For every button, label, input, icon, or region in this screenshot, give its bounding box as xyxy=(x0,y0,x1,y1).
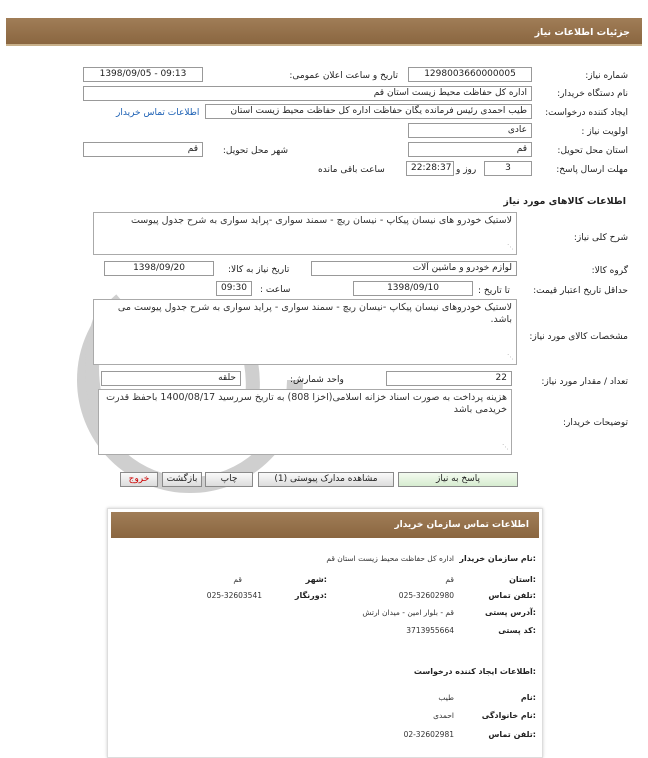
contact-postal-label: کد پستی: xyxy=(498,626,536,635)
contact-phone-value: 025-32602980 xyxy=(398,591,454,600)
contact-panel xyxy=(107,508,543,758)
contact-address-value: قم - بلوار امین - میدان ارتش xyxy=(362,608,454,617)
contact-panel-header xyxy=(111,512,539,538)
priority-label: اولویت نیاز : xyxy=(581,127,628,137)
contact-org-value: اداره کل حفاظت محیط زیست استان قم xyxy=(326,554,454,563)
delivery-city-label: شهر محل تحویل: xyxy=(222,146,288,156)
need-number-field: 1298003660000005 xyxy=(408,67,532,82)
need-number-label: شماره نیاز: xyxy=(585,71,628,81)
page-title: جزئیات اطلاعات نیاز xyxy=(534,27,630,38)
requester-label: ایجاد کننده درخواست: xyxy=(545,108,628,118)
goods-spec-label: مشخصات کالای مورد نیاز: xyxy=(529,332,628,342)
view-documents-button[interactable]: مشاهده مدارک پیوستی (1) xyxy=(258,472,394,487)
creator-name-value: طیب xyxy=(438,693,454,702)
creator-phone-value: 02-32602981 xyxy=(403,730,454,739)
buyer-notes-label: توضیحات خریدار: xyxy=(562,418,628,428)
buyer-contact-link[interactable]: اطلاعات تماس خریدار xyxy=(116,108,200,118)
exit-button[interactable]: خروج xyxy=(120,472,158,487)
deadline-days-field: 3 xyxy=(484,161,532,176)
quantity-label: تعداد / مقدار مورد نیاز: xyxy=(541,377,628,387)
deadline-days-word: روز و xyxy=(456,165,477,175)
price-validity-label: حداقل تاریخ اعتبار قیمت: xyxy=(533,286,628,296)
price-validity-to-date-label: تا تاریخ : xyxy=(478,286,510,296)
delivery-province-field: قم xyxy=(408,142,532,157)
contact-city-value: قم xyxy=(233,575,242,584)
unit-field: حلقه xyxy=(101,371,241,386)
goods-spec-textarea[interactable] xyxy=(93,299,517,365)
creator-phone-label: تلفن تماس: xyxy=(488,730,536,739)
buyer-notes-text: هزینه پرداخت به صورت اسناد خزانه اسلامی(اخزا 808) به تاریخ سررسید 1400/08/17 باحفظ قدرت خریدمی باشد xyxy=(106,392,507,415)
contact-fax-value: 025-32603541 xyxy=(206,591,262,600)
creator-family-label: نام خانوادگی: xyxy=(481,711,536,720)
unit-label: واحد شمارش: xyxy=(290,375,344,385)
need-date-label: تاریخ نیاز به کالا: xyxy=(228,265,290,275)
creator-section-title: اطلاعات ایجاد کننده درخواست: xyxy=(413,667,536,676)
deadline-time-field: 22:28:37 xyxy=(406,161,454,176)
resize-grip-icon[interactable]: ⋰ xyxy=(507,353,514,361)
need-summary-textarea[interactable] xyxy=(93,212,517,255)
priority-field: عادی xyxy=(408,123,532,138)
price-validity-date-field: 1398/09/10 xyxy=(353,281,473,296)
print-button[interactable]: چاپ xyxy=(205,472,253,487)
contact-city-label: شهر: xyxy=(305,575,327,584)
resize-grip-icon[interactable]: ⋰ xyxy=(502,443,509,451)
contact-province-value: قم xyxy=(445,575,454,584)
resize-grip-icon[interactable]: ⋰ xyxy=(507,243,514,251)
contact-phone-label: تلفن تماس: xyxy=(488,591,536,600)
goods-spec-text: لاستیک خودروهای نیسان پیکاپ -نیسان ریچ - سمند سواری - پراید سواری به شرح جدول پیوست می باشد. xyxy=(117,302,512,325)
deadline-remaining-label: ساعت باقی مانده xyxy=(318,165,385,175)
quantity-field: 22 xyxy=(386,371,512,386)
contact-province-label: استان: xyxy=(509,575,536,584)
creator-family-value: احمدی xyxy=(433,711,454,720)
price-validity-time-field: 09:30 xyxy=(216,281,252,296)
contact-org-label: نام سازمان خریدار: xyxy=(459,554,536,563)
buyer-org-field: اداره کل حفاظت محیط زیست استان قم xyxy=(83,86,532,101)
announce-datetime-label: تاریخ و ساعت اعلان عمومی: xyxy=(289,71,398,81)
announce-datetime-field: 1398/09/05 - 09:13 xyxy=(83,67,203,82)
goods-group-field: لوازم خودرو و ماشین آلات xyxy=(311,261,517,276)
price-validity-time-label: ساعت : xyxy=(260,285,291,295)
contact-fax-label: دورنگار: xyxy=(294,591,327,600)
need-date-field: 1398/09/20 xyxy=(104,261,214,276)
buyer-org-label: نام دستگاه خریدار: xyxy=(557,89,628,99)
goods-section-title: اطلاعات کالاهای مورد نیاز xyxy=(503,196,626,207)
creator-name-label: نام: xyxy=(520,693,536,702)
buyer-notes-textarea[interactable] xyxy=(98,389,512,455)
delivery-province-label: استان محل تحویل: xyxy=(557,146,628,156)
contact-panel-title: اطلاعات تماس سازمان خریدار xyxy=(394,520,529,530)
header-bar xyxy=(6,18,642,46)
requester-field: طیب احمدی رئیس فرمانده یگان حفاظت اداره کل حفاظت محیط زیست استان xyxy=(205,104,532,119)
back-button[interactable]: بازگشت xyxy=(162,472,202,487)
need-summary-text: لاستیک خودرو های نیسان پیکاپ - نیسان ریچ - سمند سواری -پراید سواری به شرح جدول پیوست xyxy=(130,215,512,226)
delivery-city-field: قم xyxy=(83,142,203,157)
contact-postal-value: 3713955664 xyxy=(406,626,454,635)
respond-button[interactable]: پاسخ به نیاز xyxy=(398,472,518,487)
goods-group-label: گروه کالا: xyxy=(591,266,628,276)
deadline-label: مهلت ارسال پاسخ: xyxy=(556,165,628,175)
need-summary-label: شرح کلی نیاز: xyxy=(573,233,628,243)
contact-address-label: آدرس پستی: xyxy=(485,608,536,617)
